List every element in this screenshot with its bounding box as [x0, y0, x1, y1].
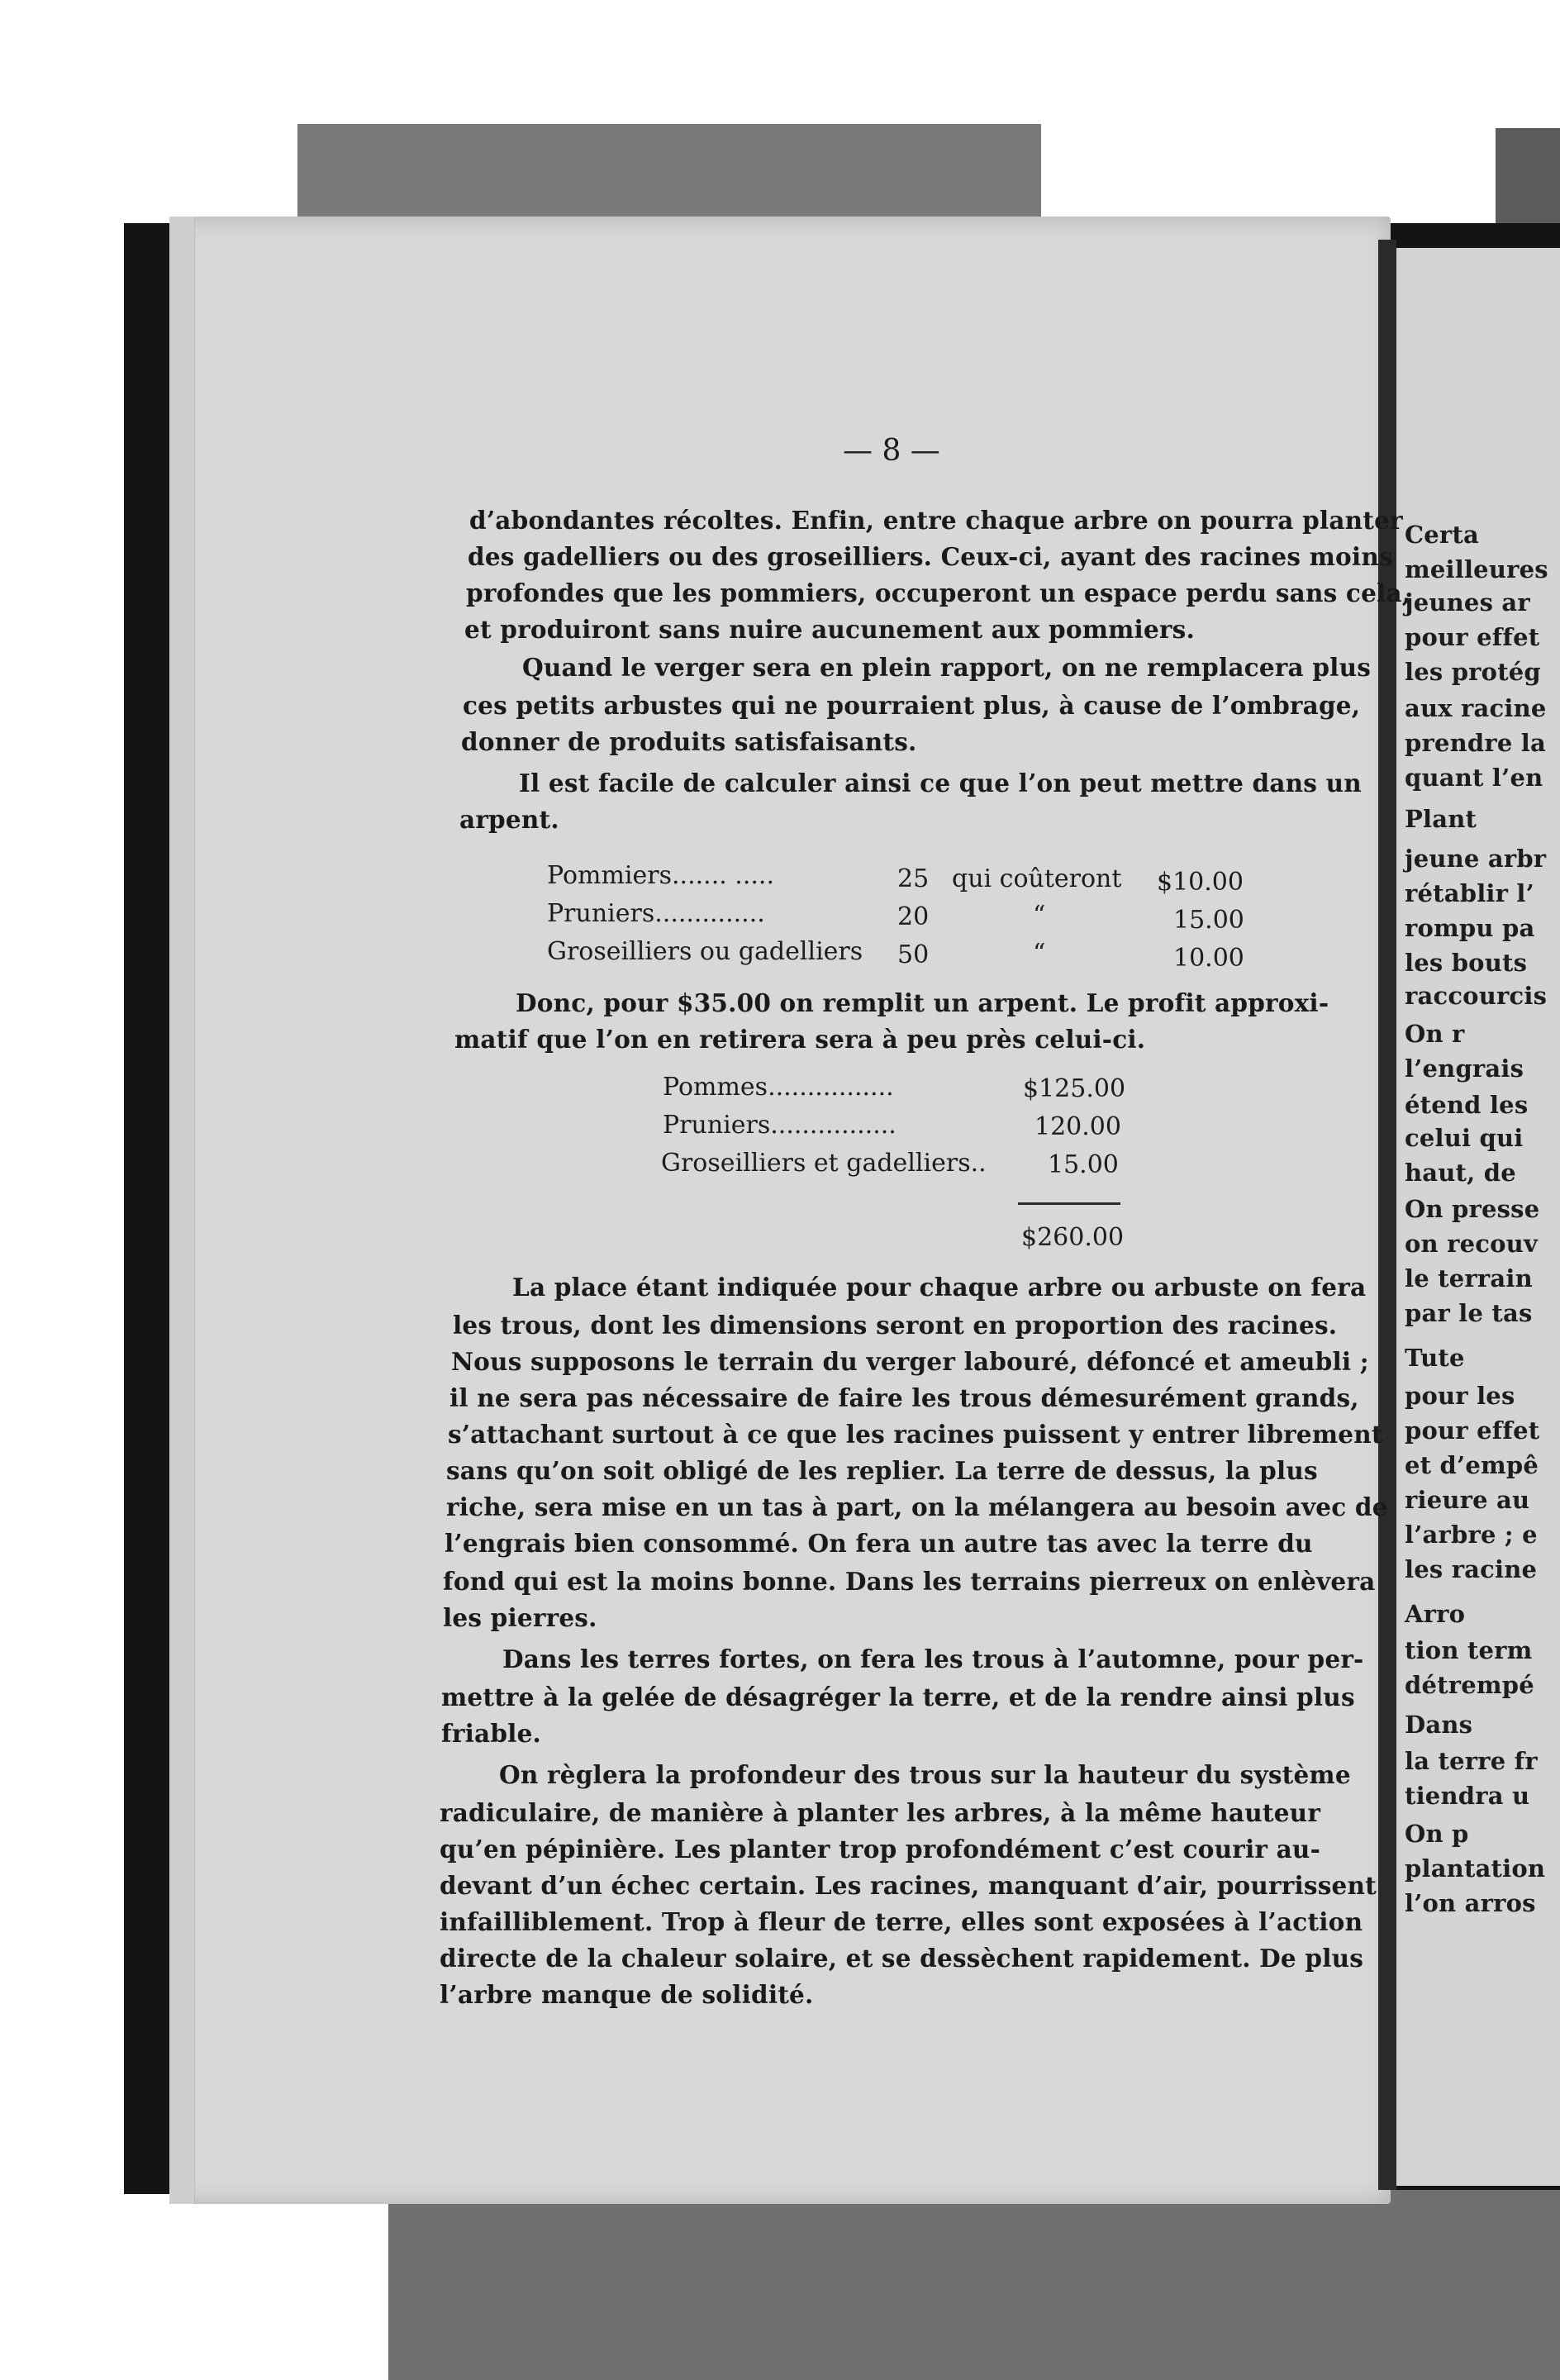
text-line: d’abondantes récoltes. Enfin, entre chaque arbre on pourra planter: [469, 506, 1403, 535]
profit-item: Pommes................: [663, 1073, 894, 1102]
profit-value: 120.00: [1034, 1112, 1121, 1141]
right-page-line: par le tas: [1405, 1299, 1533, 1327]
cost-price: 15.00: [1173, 906, 1244, 935]
right-page-line: On p: [1405, 1820, 1469, 1848]
right-page-line: l’arbre ; e: [1405, 1521, 1538, 1549]
right-page-line: Plant: [1405, 805, 1477, 833]
text-line: les trous, dont les dimensions seront en proportion des racines.: [453, 1311, 1338, 1340]
right-page-line: détrempé: [1405, 1671, 1534, 1699]
cost-qty: 20: [897, 902, 930, 931]
right-page-line: celui qui: [1405, 1124, 1524, 1152]
text-line: Il est facile de calculer ainsi ce que l’on peut mettre dans un: [519, 769, 1362, 797]
cost-price: 10.00: [1173, 944, 1244, 973]
right-page-line: haut, de: [1405, 1159, 1516, 1187]
right-page-line: meilleures: [1405, 555, 1548, 583]
text-line: et produiront sans nuire aucunement aux pommiers.: [464, 615, 1195, 644]
text-line: matif que l’on en retirera sera à peu près celui-ci.: [454, 1025, 1146, 1054]
cost-note: qui coûteront: [952, 864, 1122, 893]
text-line: s’attachant surtout à ce que les racines puissent y entrer librement: [448, 1420, 1383, 1449]
text-line: donner de produits satisfaisants.: [461, 727, 917, 756]
text-line: radiculaire, de manière à planter les arbres, à la même hauteur: [440, 1798, 1321, 1827]
scan-background-bottom: [388, 2190, 1560, 2380]
cost-note: “: [1033, 901, 1046, 930]
right-page-line: quant l’en: [1405, 764, 1543, 792]
right-page-line: pour les: [1405, 1382, 1515, 1410]
text-line: mettre à la gelée de désagréger la terre, et de la rendre ainsi plus: [441, 1683, 1355, 1711]
text-line: Quand le verger sera en plein rapport, on ne remplacera plus: [522, 653, 1372, 682]
text-line: fond qui est la moins bonne. Dans les terrains pierreux on enlèvera: [443, 1567, 1376, 1596]
text-line: infailliblement. Trop à fleur de terre, elles sont exposées à l’action: [440, 1907, 1363, 1936]
text-line: ces petits arbustes qui ne pourraient plus, à cause de l’ombrage,: [463, 691, 1361, 720]
text-line: riche, sera mise en un tas à part, on la mélangera au besoin avec de: [446, 1492, 1388, 1521]
right-page-line: tion term: [1405, 1636, 1533, 1664]
text-line: devant d’un échec certain. Les racines, manquant d’air, pourrissent: [440, 1871, 1377, 1900]
text-line: Dans les terres fortes, on fera les trous à l’automne, pour per-: [502, 1645, 1364, 1673]
right-page-line: Certa: [1405, 521, 1479, 549]
right-page-line: rétablir l’: [1405, 879, 1534, 907]
text-line: arpent.: [459, 805, 559, 834]
text-line: profondes que les pommiers, occuperont un espace perdu sans cela,: [466, 578, 1411, 607]
text-line: il ne sera pas nécessaire de faire les trous démesurément grands,: [449, 1383, 1359, 1412]
right-page-line: rieure au: [1405, 1486, 1530, 1514]
right-page-line: jeune arbr: [1405, 845, 1547, 873]
right-page-line: Dans: [1405, 1711, 1473, 1739]
right-page-line: tiendra u: [1405, 1782, 1530, 1810]
right-page-line: et d’empê: [1405, 1451, 1539, 1479]
right-page-line: les bouts: [1405, 949, 1528, 977]
cost-item: Groseilliers ou gadelliers: [547, 937, 863, 966]
profit-value: 15.00: [1048, 1150, 1119, 1179]
cost-item: Pruniers..............: [547, 899, 765, 928]
text-line: les pierres.: [443, 1603, 597, 1632]
right-page-line: rompu pa: [1405, 914, 1535, 942]
text-line: l’engrais bien consommé. On fera un autre tas avec la terre du: [445, 1529, 1313, 1558]
right-page-line: la terre fr: [1405, 1747, 1538, 1775]
right-page-line: Tute: [1405, 1344, 1465, 1372]
right-page-line: Arro: [1405, 1600, 1466, 1628]
page-number: — 8 —: [843, 434, 940, 468]
right-page-line: pour effet: [1405, 1416, 1540, 1445]
text-line: Donc, pour $35.00 on remplit un arpent. Le profit approxi-: [516, 988, 1329, 1017]
text-line: La place étant indiquée pour chaque arbre ou arbuste on fera: [512, 1273, 1367, 1302]
right-page-line: plantation: [1405, 1854, 1546, 1883]
right-page-line: le terrain: [1405, 1264, 1533, 1292]
profit-item: Pruniers................: [663, 1111, 897, 1140]
cost-price: $10.00: [1157, 868, 1244, 897]
profit-value: $125.00: [1023, 1074, 1126, 1103]
profit-item: Groseilliers et gadelliers..: [661, 1149, 987, 1178]
page-edge: [169, 217, 195, 2204]
text-line: des gadelliers ou des groseilliers. Ceux-ci, ayant des racines moins: [468, 542, 1393, 571]
right-page-line: prendre la: [1405, 729, 1547, 757]
cost-qty: 25: [897, 864, 930, 893]
right-page-line: on recouv: [1405, 1230, 1538, 1258]
right-page-line: pour effet: [1405, 623, 1540, 651]
right-page-line: l’on arros: [1405, 1889, 1536, 1917]
text-line: friable.: [441, 1719, 542, 1748]
scan-background-top: [297, 124, 1041, 223]
right-page-line: On presse: [1405, 1195, 1540, 1223]
text-line: On règlera la profondeur des trous sur la hauteur du système: [499, 1760, 1351, 1789]
profit-total: $260.00: [1021, 1223, 1125, 1252]
right-page: [1396, 248, 1560, 2186]
right-page-line: jeunes ar: [1405, 588, 1530, 616]
cost-qty: 50: [897, 940, 930, 969]
text-line: directe de la chaleur solaire, et se dessèchent rapidement. De plus: [440, 1944, 1364, 1973]
right-page-line: les racine: [1405, 1555, 1538, 1583]
right-page-line: raccourcis: [1405, 982, 1548, 1010]
text-line: qu’en pépinière. Les planter trop profondément c’est courir au-: [440, 1835, 1321, 1864]
right-page-line: les protég: [1405, 658, 1541, 686]
cost-note: “: [1033, 939, 1046, 968]
cost-item: Pommiers....... .....: [547, 861, 774, 890]
text-line: l’arbre manque de solidité.: [440, 1980, 814, 2009]
total-rule: [1018, 1202, 1120, 1205]
right-page-line: aux racine: [1405, 694, 1547, 722]
text-line: Nous supposons le terrain du verger labouré, défoncé et ameubli ;: [451, 1347, 1369, 1376]
right-page-line: étend les: [1405, 1091, 1529, 1119]
text-line: sans qu’on soit obligé de les replier. La terre de dessus, la plus: [446, 1456, 1318, 1485]
right-page-line: On r: [1405, 1020, 1465, 1048]
right-page-line: l’engrais: [1405, 1054, 1524, 1083]
